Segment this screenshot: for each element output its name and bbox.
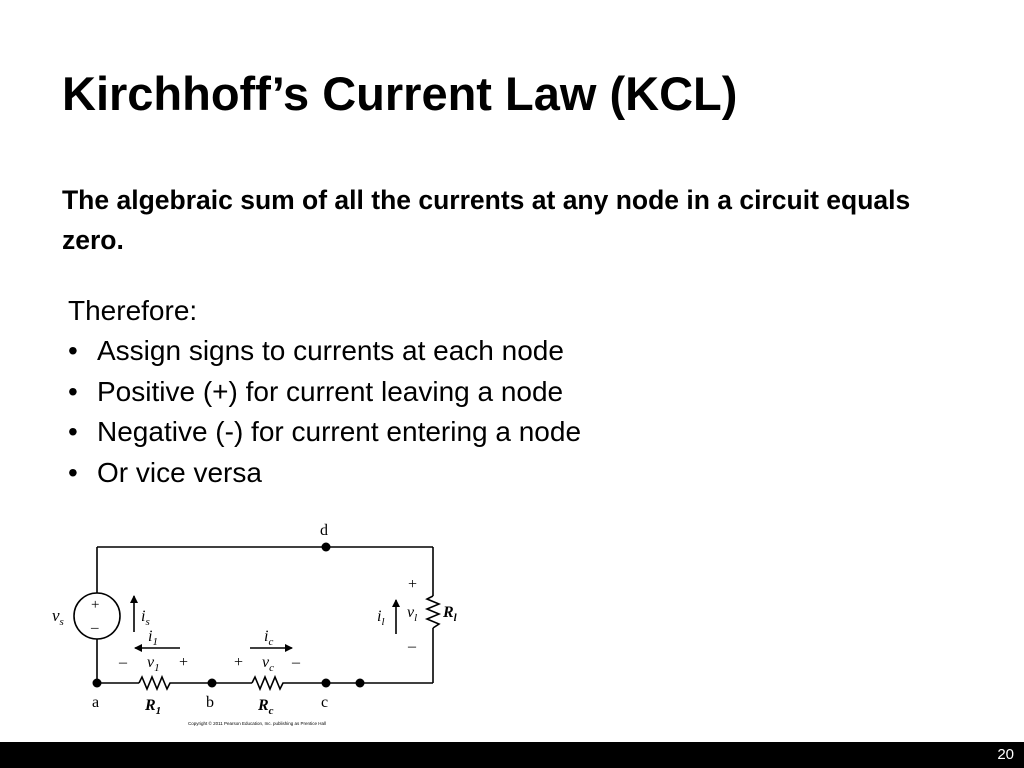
v1-plus: +	[179, 654, 189, 671]
bullet-glyph: •	[68, 335, 78, 366]
kcl-definition: The algebraic sum of all the currents at any node in a circuit equals zero.	[62, 185, 911, 255]
source-label: $v_s$	[52, 606, 64, 628]
vl-plus: +	[408, 576, 418, 593]
node-dot-d	[322, 543, 331, 552]
vc-label: $v_c$	[262, 654, 274, 674]
r1-resistor	[139, 677, 173, 689]
copyright-note: Copyright © 2011 Pearson Education, Inc. publishing as Prentice Hall	[188, 721, 327, 726]
vc-minus: –	[292, 654, 300, 671]
list-item	[68, 372, 581, 413]
bullet-glyph: •	[68, 416, 78, 447]
vc-plus: +	[234, 654, 244, 671]
v1-label: $v_1$	[147, 654, 160, 674]
vl-minus: –	[408, 638, 416, 655]
node-dot-b	[208, 679, 217, 688]
rl-label: $R_l$	[443, 604, 457, 624]
page-number: 20	[997, 746, 1014, 763]
i1-label: $i_1$	[148, 628, 158, 648]
vl-label: $v_l$	[407, 604, 418, 624]
footer-bar	[0, 742, 1024, 768]
bullet-text: Positive (+) for current leaving a node	[97, 375, 564, 407]
bullet-list	[68, 331, 581, 493]
bullet-glyph: •	[68, 375, 78, 407]
list-item	[68, 412, 581, 453]
rl-resistor	[427, 596, 439, 628]
is-label: $i_s$	[141, 608, 150, 628]
node-dot-c	[322, 679, 331, 688]
node-dot-a	[93, 679, 102, 688]
source-minus: –	[91, 620, 99, 636]
rc-label: $R_c$	[258, 697, 274, 717]
node-label-a: a	[92, 694, 100, 711]
v1-minus: –	[119, 654, 127, 671]
source-plus: +	[91, 597, 100, 613]
il-label: $i_l$	[377, 608, 385, 628]
node-label-d: d	[320, 522, 328, 539]
rc-resistor	[252, 677, 286, 689]
bullet-text: Negative (-) for current entering a node	[97, 416, 582, 447]
node-dot-extra	[356, 679, 365, 688]
r1-label: $R_1$	[145, 697, 162, 717]
therefore-lead: Therefore:	[68, 295, 198, 326]
circuit-diagram	[0, 510, 520, 735]
bullet-text: Assign signs to currents at each node	[97, 335, 564, 366]
ic-label: $i_c$	[264, 628, 274, 648]
bullet-text: Or vice versa	[97, 456, 262, 488]
list-item	[68, 453, 581, 494]
node-label-c: c	[321, 694, 329, 711]
node-label-b: b	[206, 694, 214, 711]
slide-title: Kirchhoff’s Current Law (KCL)	[62, 67, 738, 120]
list-item	[68, 331, 581, 372]
bullet-glyph: •	[68, 456, 78, 488]
